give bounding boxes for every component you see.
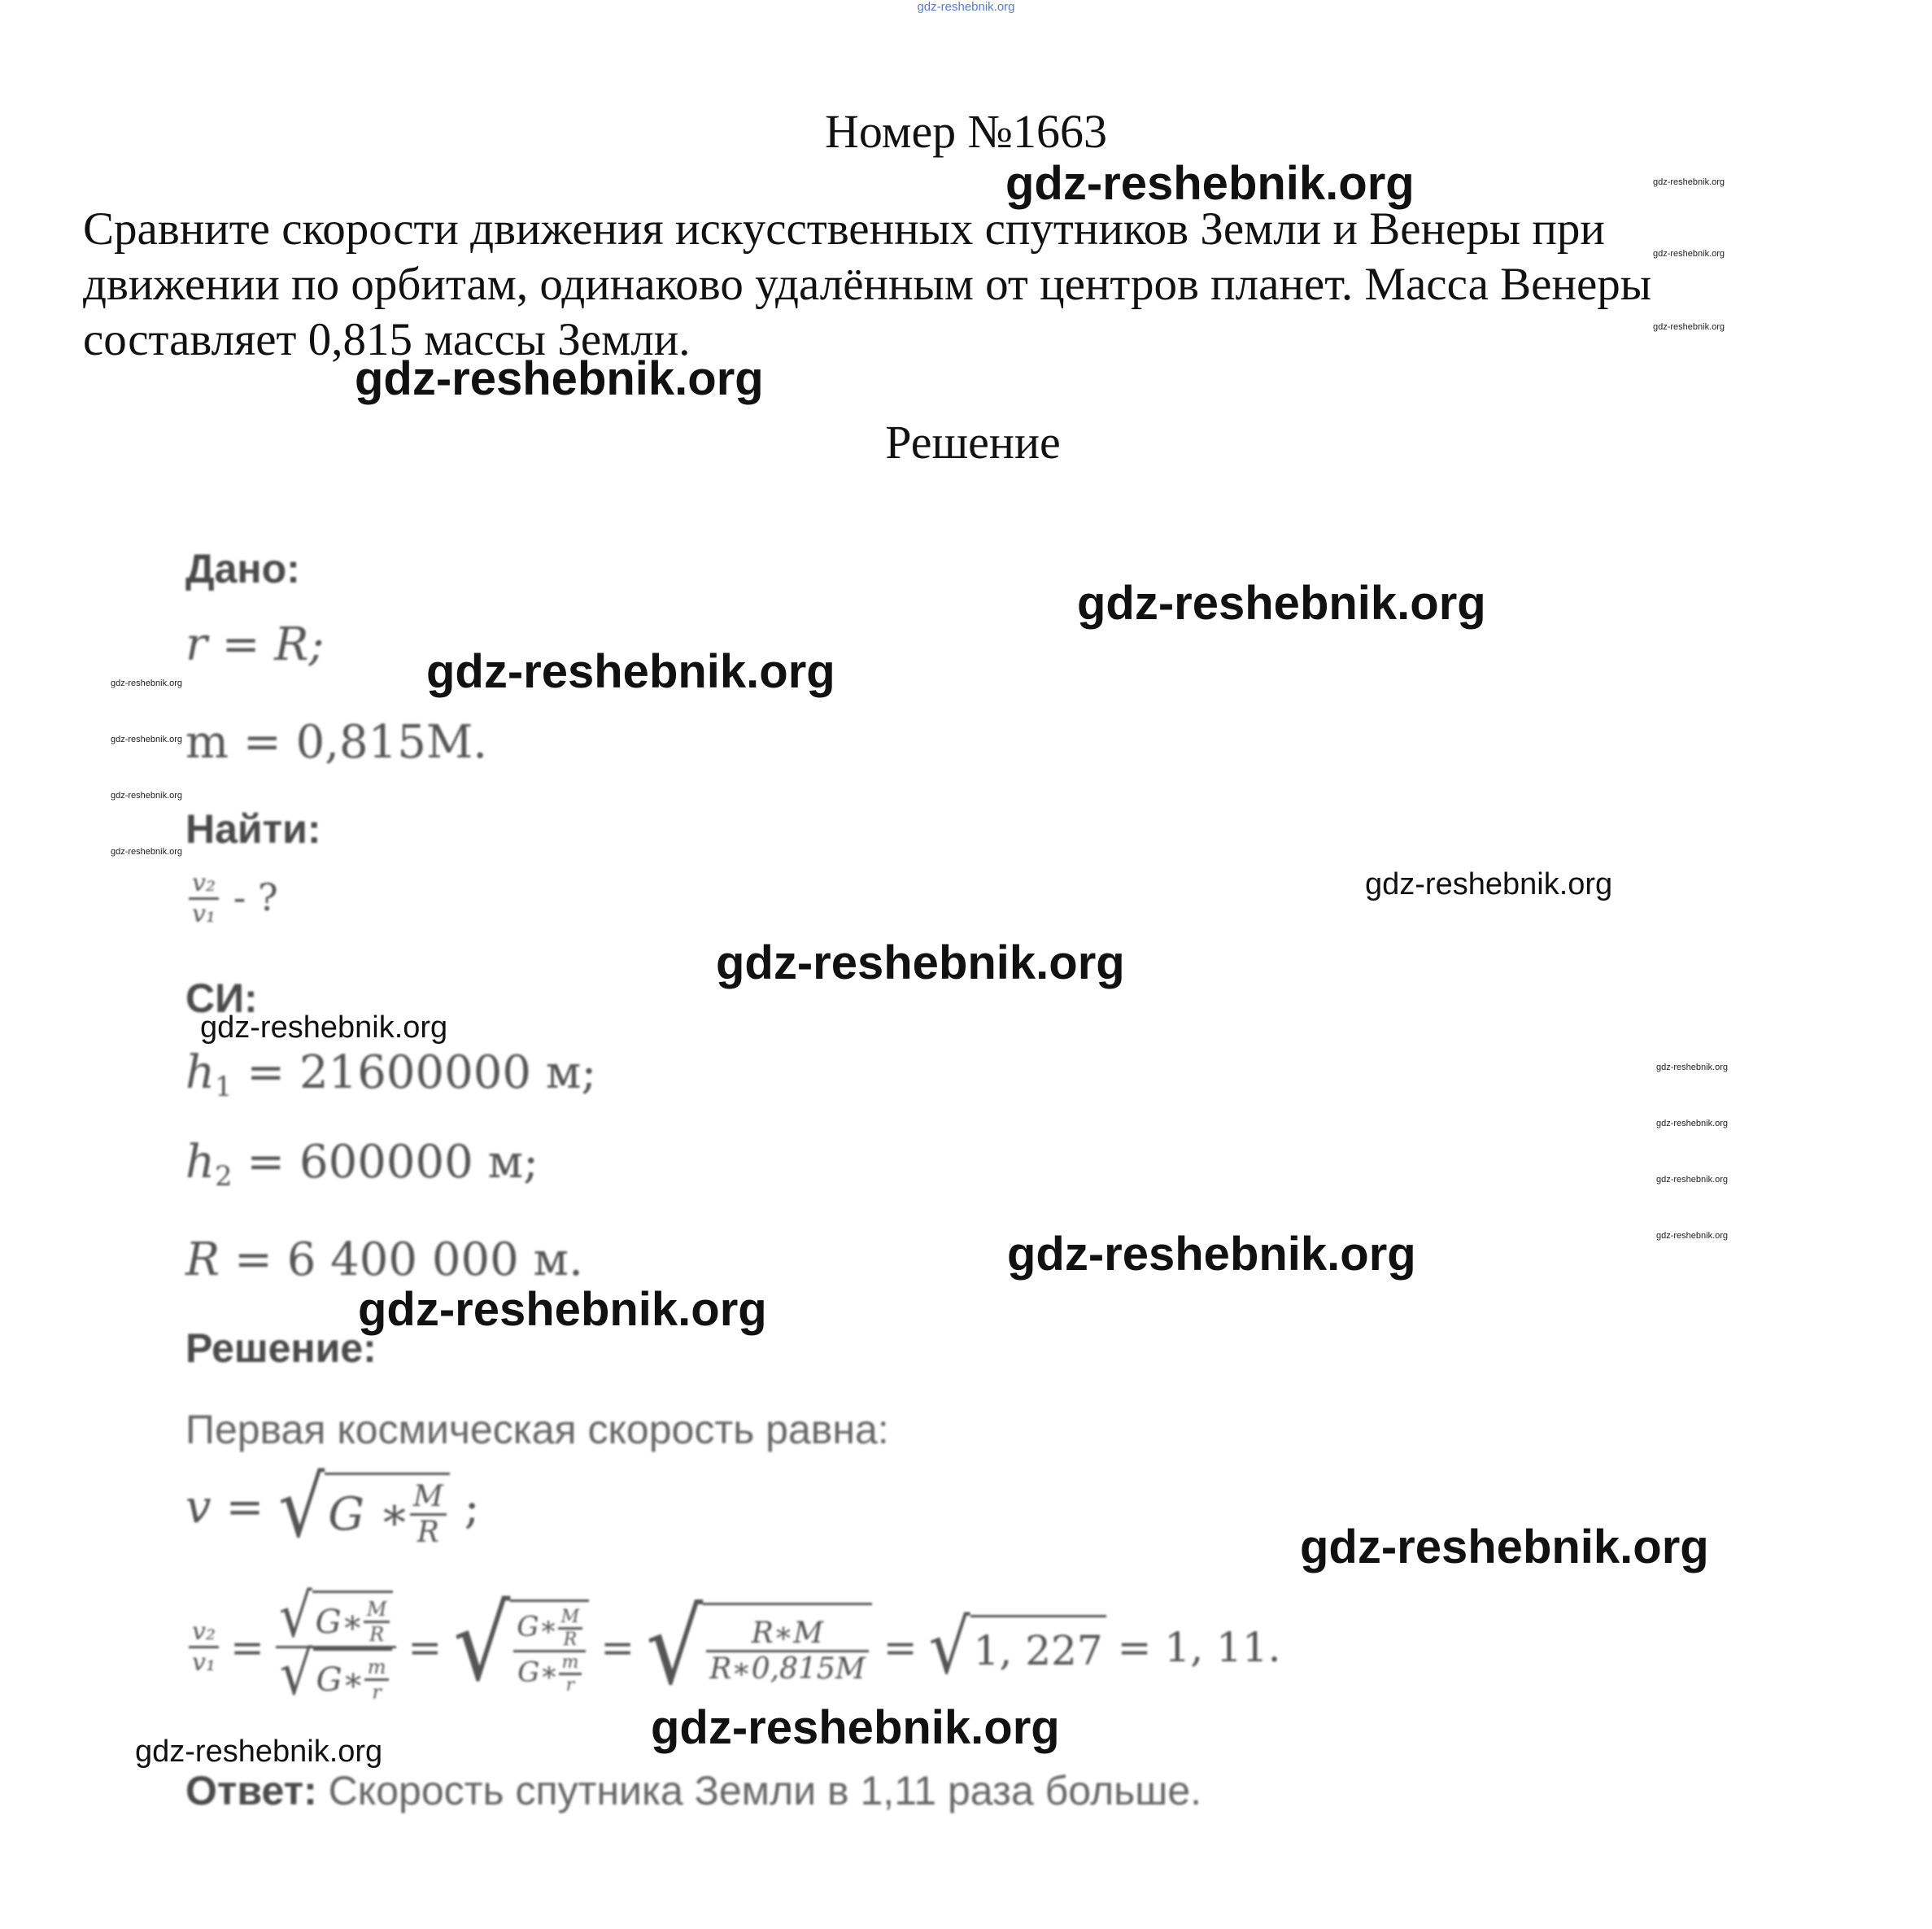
- solution-text: Первая космическая скорость равна:: [185, 1407, 889, 1452]
- watermark: gdz-reshebnik.org: [111, 791, 183, 801]
- watermark: gdz-reshebnik.org: [1653, 177, 1725, 187]
- watermark: gdz-reshebnik.org: [200, 1010, 448, 1045]
- watermark: gdz-reshebnik.org: [111, 847, 183, 857]
- watermark: gdz-reshebnik.org: [1653, 322, 1725, 332]
- watermark: gdz-reshebnik.org: [1005, 157, 1415, 210]
- answer-label: Ответ:: [185, 1768, 317, 1813]
- problem-line-2: движении по орбитам, одинаково удалённым от центров планет. Масса Венеры: [83, 259, 1652, 310]
- answer: [185, 1767, 1202, 1814]
- formula-ratio: $\frac{\text{v₂}}{\text{v₁}}$ = √ G∗ $\frac{M}{R}$ √ G∗ $\frac{m}{r}$ = √ G∗ $\frac{M}{R}$ G∗ $\frac{m}{r}$ = √ $\frac{R∗M}{R∗0,815M}$ = √ 1, 227 = 1, 11.: [189, 1591, 1281, 1704]
- watermark: gdz-reshebnik.org: [1656, 1231, 1729, 1241]
- watermark: gdz-reshebnik.org: [1007, 1228, 1416, 1281]
- watermark: gdz-reshebnik.org: [111, 679, 183, 688]
- watermark: gdz-reshebnik.org: [355, 352, 764, 405]
- problem-line-3: составляет 0,815 массы Земли.: [83, 314, 691, 365]
- si-label: СИ:: [185, 975, 258, 1021]
- watermark: gdz-reshebnik.org: [651, 1701, 1060, 1754]
- si-h1: $h_1 = 21600000$ м;: [185, 1046, 597, 1103]
- given-m: m = 0,815M.: [185, 716, 488, 769]
- watermark: gdz-reshebnik.org: [1300, 1521, 1709, 1573]
- si-h2: $h_2 = 600000$ м;: [185, 1136, 539, 1193]
- si-R: R = 6 400 000 м.: [185, 1233, 583, 1286]
- watermark: gdz-reshebnik.org: [1656, 1119, 1729, 1128]
- answer-text: Скорость спутника Земли в 1,11 раза больше.: [328, 1768, 1202, 1813]
- watermark: gdz-reshebnik.org: [111, 735, 183, 744]
- watermark: gdz-reshebnik.org: [426, 645, 835, 698]
- find-label: Найти:: [185, 806, 321, 852]
- watermark: gdz-reshebnik.org: [1365, 867, 1613, 901]
- top-watermark: gdz-reshebnik.org: [917, 0, 1015, 14]
- given-label: Дано:: [185, 546, 300, 591]
- watermark: gdz-reshebnik.org: [135, 1735, 383, 1769]
- watermark: gdz-reshebnik.org: [716, 936, 1125, 989]
- find-expression: [189, 869, 278, 928]
- page-title: Номер №1663: [824, 105, 1108, 158]
- formula-first-cosmic: v = √ G ∗ $\frac{M}{R}$ ;: [185, 1459, 480, 1557]
- watermark: gdz-reshebnik.org: [1077, 577, 1486, 630]
- find-fraction: [189, 869, 219, 928]
- given-r: r = R;: [185, 618, 325, 671]
- sqrt-sign: √ G ∗ $\frac{M}{R}$: [278, 1473, 450, 1549]
- watermark: gdz-reshebnik.org: [1656, 1175, 1729, 1185]
- find-rest: - ?: [233, 875, 278, 919]
- find-den: v₁: [192, 900, 216, 928]
- solution-title: Решение: [885, 416, 1061, 469]
- problem-statement: [83, 202, 1840, 368]
- watermark: gdz-reshebnik.org: [1653, 249, 1725, 259]
- problem-line-1: Сравните скорости движения искусственных спутников Земли и Венеры при: [83, 203, 1605, 255]
- solution-label: Решение:: [185, 1325, 377, 1371]
- find-num: v₂: [192, 869, 216, 897]
- watermark: gdz-reshebnik.org: [1656, 1063, 1729, 1072]
- watermark: gdz-reshebnik.org: [358, 1283, 767, 1336]
